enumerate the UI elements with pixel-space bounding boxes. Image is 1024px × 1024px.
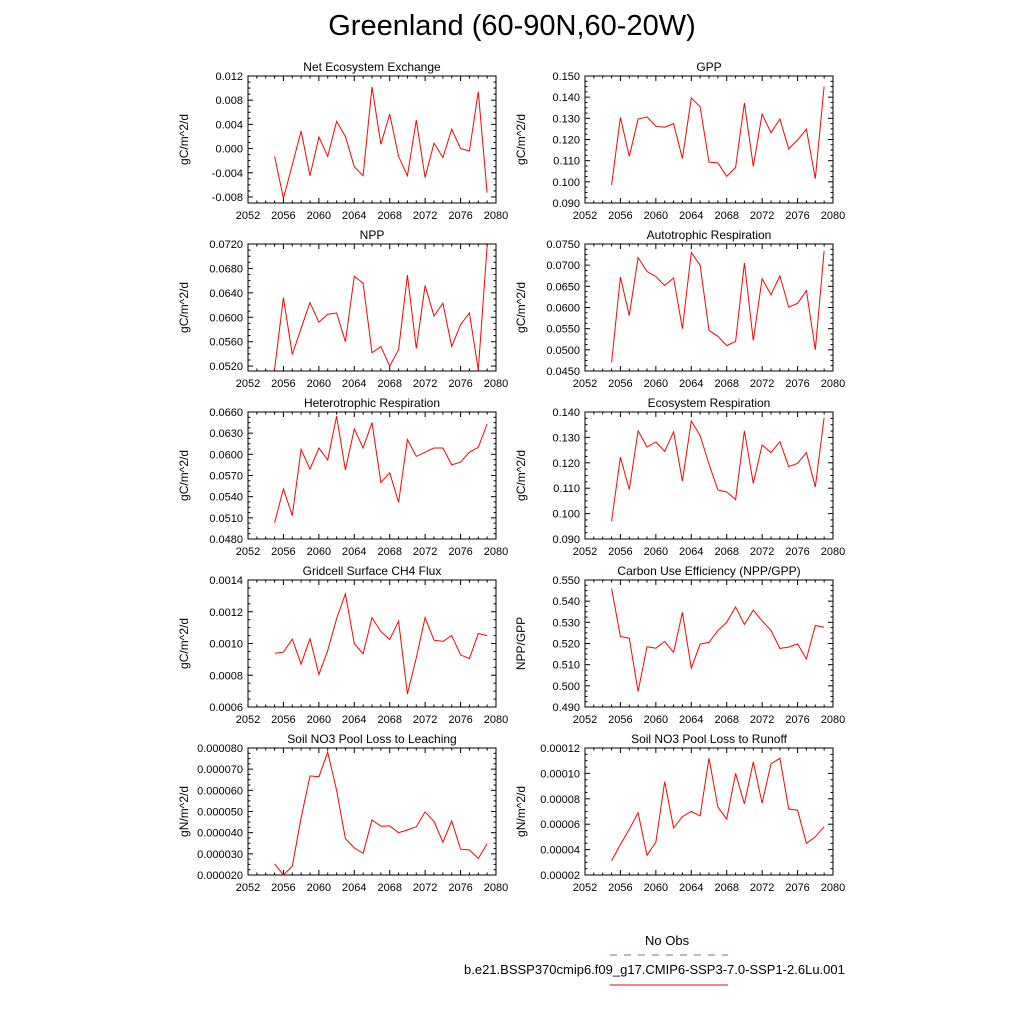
panel-2-ytick-label: 0.130: [552, 113, 580, 126]
panel-6-series-line: [612, 418, 825, 521]
panel-7-ytick-label: 0.0008: [209, 670, 243, 683]
panel-5-ytick-label: 0.0540: [209, 491, 243, 504]
panel-5-xtick-label: 2056: [271, 546, 296, 558]
panel-8-ytick-label: 0.510: [552, 659, 580, 672]
panel-4-ytick-label: 0.0600: [546, 302, 580, 315]
panel-8-ylabel: NPP/GPP: [514, 616, 528, 671]
panel-5-ytick-label: 0.0660: [209, 407, 243, 419]
panel-7-xtick-label: 2060: [306, 714, 332, 726]
panel-5-ytick-label: 0.0570: [209, 470, 243, 483]
panel-3-ytick-label: 0.0680: [209, 263, 243, 276]
panel-8-xtick-label: 2060: [643, 714, 669, 726]
panel-5-ylabel: gC/m^2/d: [177, 450, 191, 501]
panel-6-xtick-label: 2064: [679, 546, 704, 558]
panel-2-xtick-label: 2072: [749, 210, 775, 222]
panel-5-ytick-label: 0.0600: [209, 449, 243, 462]
panel-2-xtick-label: 2064: [679, 210, 704, 222]
panel-2-xtick-label: 2056: [608, 210, 633, 222]
panel-9-title: Soil NO3 Pool Loss to Leaching: [287, 732, 457, 746]
panel-4-xtick-label: 2060: [643, 378, 669, 390]
panel-3-series-line: [275, 246, 488, 369]
panel-5-ytick-label: 0.0480: [209, 534, 243, 546]
panel-9-ytick-label: 0.000040: [197, 827, 243, 840]
panel-1-xtick-label: 2060: [306, 210, 332, 222]
panel-5-ytick-label: 0.0510: [209, 512, 243, 525]
panel-8-ytick-label: 0.530: [552, 617, 580, 630]
panel-10-ytick-label: 0.00002: [540, 870, 580, 882]
panel-7-xtick-label: 2052: [235, 714, 261, 726]
panel-4-xtick-label: 2068: [714, 378, 739, 390]
panel-2-xtick-label: 2080: [820, 210, 846, 222]
panel-3-xtick-label: 2064: [342, 378, 367, 390]
panel-2-frame: [585, 76, 833, 203]
panel-1-series-line: [275, 87, 488, 198]
panel-5-xtick-label: 2076: [448, 546, 473, 558]
panel-10-ytick-label: 0.00010: [540, 768, 580, 781]
panel-4-xtick-label: 2056: [608, 378, 633, 390]
panel-9-ytick-label: 0.000080: [197, 743, 243, 755]
panel-10-ytick-label: 0.00004: [540, 844, 580, 857]
panel-4-ytick-label: 0.0550: [546, 323, 580, 336]
panel-3-ytick-label: 0.0640: [209, 287, 243, 300]
panel-8-ytick-label: 0.550: [552, 575, 580, 587]
panel-7-ytick-label: 0.0014: [209, 575, 243, 587]
panel-4-xtick-label: 2080: [820, 378, 846, 390]
panel-1-ytick-label: 0.008: [215, 95, 243, 108]
panel-5-xtick-label: 2080: [483, 546, 509, 558]
panel-10-ytick-label: 0.00006: [540, 819, 580, 832]
panel-2-ytick-label: 0.120: [552, 134, 580, 147]
panel-5-title: Heterotrophic Respiration: [303, 396, 441, 410]
panel-3-ytick-label: 0.0560: [209, 336, 243, 349]
panel-7-ylabel: gC/m^2/d: [177, 618, 191, 669]
panel-10-frame: [585, 748, 833, 875]
panel-4-ytick-label: 0.0650: [546, 281, 580, 294]
panel-6-xtick-label: 2060: [643, 546, 669, 558]
panel-6-ytick-label: 0.120: [552, 457, 580, 470]
panel-1-xtick-label: 2072: [412, 210, 438, 222]
panel-5-xtick-label: 2052: [235, 546, 261, 558]
legend-obs-label: No Obs: [645, 933, 690, 948]
panel-10-xtick-label: 2076: [785, 882, 810, 894]
panel-1-xtick-label: 2056: [271, 210, 296, 222]
panel-7-xtick-label: 2064: [342, 714, 367, 726]
panel-4-xtick-label: 2052: [572, 378, 598, 390]
panel-8-xtick-label: 2064: [679, 714, 704, 726]
panel-8-series-line: [612, 589, 825, 692]
panel-2-title: GPP: [696, 60, 722, 74]
panel-10-xtick-label: 2060: [643, 882, 669, 894]
panel-1-ytick-label: -0.004: [211, 167, 243, 180]
panel-6-ytick-label: 0.130: [552, 432, 580, 445]
panel-9-ytick-label: 0.000050: [197, 806, 243, 819]
panel-10-xtick-label: 2064: [679, 882, 704, 894]
panel-5-xtick-label: 2060: [306, 546, 332, 558]
figure-title: Greenland (60-90N,60-20W): [328, 10, 696, 42]
panel-4-frame: [585, 244, 833, 371]
panel-3-xtick-label: 2080: [483, 378, 509, 390]
panel-6-ytick-label: 0.100: [552, 508, 580, 521]
panel-1-frame: [248, 76, 496, 203]
panel-7-series-line: [275, 594, 488, 694]
panel-4-ytick-label: 0.0750: [546, 239, 580, 251]
panel-8-ytick-label: 0.500: [552, 680, 580, 693]
panel-7-frame: [248, 580, 496, 707]
panel-7-xtick-label: 2080: [483, 714, 509, 726]
panel-9-xtick-label: 2060: [306, 882, 332, 894]
panel-8-xtick-label: 2052: [572, 714, 598, 726]
panel-3-ytick-label: 0.0600: [209, 312, 243, 325]
panel-8-xtick-label: 2076: [785, 714, 810, 726]
legend: [440, 930, 900, 1010]
panel-7-ytick-label: 0.0006: [209, 702, 243, 714]
panel-7-xtick-label: 2072: [412, 714, 438, 726]
panel-4-ytick-label: 0.0450: [546, 366, 580, 378]
panel-2-xtick-label: 2060: [643, 210, 669, 222]
panel-4-xtick-label: 2064: [679, 378, 704, 390]
panel-1-ytick-label: 0.000: [215, 143, 243, 156]
panel-7-xtick-label: 2056: [271, 714, 296, 726]
panel-10-xtick-label: 2068: [714, 882, 739, 894]
panel-3-xtick-label: 2068: [377, 378, 402, 390]
panel-5-xtick-label: 2068: [377, 546, 402, 558]
panel-3-ytick-label: 0.0520: [209, 361, 243, 374]
panel-8-xtick-label: 2068: [714, 714, 739, 726]
panel-7-ytick-label: 0.0010: [209, 638, 243, 651]
panel-9-ytick-label: 0.000060: [197, 785, 243, 798]
panel-4-ytick-label: 0.0700: [546, 260, 580, 273]
panel-1-ylabel: gC/m^2/d: [177, 114, 191, 165]
panel-9-ytick-label: 0.000070: [197, 764, 243, 777]
panel-3-ytick-label: 0.0720: [209, 239, 243, 251]
panel-4-ylabel: gC/m^2/d: [514, 282, 528, 333]
panel-4-series-line: [612, 251, 825, 362]
panel-8-xtick-label: 2072: [749, 714, 775, 726]
panel-6-title: Ecosystem Respiration: [647, 396, 771, 410]
panel-6-xtick-label: 2052: [572, 546, 598, 558]
panel-10-title: Soil NO3 Pool Loss to Runoff: [631, 732, 787, 746]
panel-8-ytick-label: 0.520: [552, 638, 580, 651]
panel-6-ytick-label: 0.140: [552, 407, 580, 419]
panel-2-ytick-label: 0.140: [552, 92, 580, 105]
panel-10-ytick-label: 0.00008: [540, 793, 580, 806]
panel-3-title: NPP: [359, 228, 385, 242]
panel-3-xtick-label: 2076: [448, 378, 473, 390]
panel-5-ytick-label: 0.0630: [209, 428, 243, 441]
panel-1-ytick-label: -0.008: [211, 191, 243, 204]
panel-8-frame: [585, 580, 833, 707]
panel-5-frame: [248, 412, 496, 539]
panel-5-xtick-label: 2064: [342, 546, 367, 558]
panel-9-xtick-label: 2056: [271, 882, 296, 894]
panel-3-xtick-label: 2072: [412, 378, 438, 390]
panel-2-ytick-label: 0.110: [553, 155, 580, 168]
panel-3-xtick-label: 2052: [235, 378, 261, 390]
panel-4-ytick-label: 0.0500: [546, 344, 580, 357]
panel-2-ylabel: gC/m^2/d: [514, 114, 528, 165]
panel-1-xtick-label: 2080: [483, 210, 509, 222]
panel-8-title: Carbon Use Efficiency (NPP/GPP): [617, 564, 801, 578]
panel-1-ytick-label: 0.004: [215, 119, 243, 132]
panel-7-ytick-label: 0.0012: [209, 606, 243, 619]
panel-6-xtick-label: 2080: [820, 546, 846, 558]
panel-7-title: Gridcell Surface CH4 Flux: [302, 564, 442, 578]
panel-2-ytick-label: 0.150: [552, 71, 580, 83]
panel-2-ytick-label: 0.090: [552, 198, 580, 210]
panel-9-xtick-label: 2068: [377, 882, 402, 894]
panel-7-xtick-label: 2068: [377, 714, 402, 726]
panel-4-xtick-label: 2076: [785, 378, 810, 390]
panel-2-ytick-label: 0.100: [552, 176, 580, 189]
panel-4-title: Autotrophic Respiration: [646, 228, 772, 242]
panel-2-xtick-label: 2052: [572, 210, 598, 222]
panel-6-xtick-label: 2056: [608, 546, 633, 558]
panel-5-series-line: [275, 416, 488, 523]
panel-7-xtick-label: 2076: [448, 714, 473, 726]
panel-3-xtick-label: 2060: [306, 378, 332, 390]
panel-5-xtick-label: 2072: [412, 546, 438, 558]
panel-9-xtick-label: 2072: [412, 882, 438, 894]
panel-1-xtick-label: 2076: [448, 210, 473, 222]
panel-6-xtick-label: 2072: [749, 546, 775, 558]
panel-9-xtick-label: 2080: [483, 882, 509, 894]
panel-10-xtick-label: 2080: [820, 882, 846, 894]
panel-9-frame: [248, 748, 496, 875]
panel-10-ytick-label: 0.00012: [540, 743, 580, 755]
panel-9-ytick-label: 0.000030: [197, 848, 243, 861]
panel-6-xtick-label: 2076: [785, 546, 810, 558]
panel-6-ylabel: gC/m^2/d: [514, 450, 528, 501]
panel-2-xtick-label: 2068: [714, 210, 739, 222]
panel-10-xtick-label: 2072: [749, 882, 775, 894]
panel-3-ylabel: gC/m^2/d: [177, 282, 191, 333]
panel-1-xtick-label: 2052: [235, 210, 261, 222]
panel-10-xtick-label: 2056: [608, 882, 633, 894]
panel-8-ytick-label: 0.490: [552, 702, 580, 714]
panel-9-xtick-label: 2064: [342, 882, 367, 894]
panel-1-title: Net Ecosystem Exchange: [303, 60, 441, 74]
panel-3-xtick-label: 2056: [271, 378, 296, 390]
panel-10-series-line: [612, 758, 825, 861]
panel-6-ytick-label: 0.090: [552, 534, 580, 546]
panel-9-ytick-label: 0.000020: [197, 870, 243, 882]
panel-1-xtick-label: 2068: [377, 210, 402, 222]
panel-4-xtick-label: 2072: [749, 378, 775, 390]
panel-8-xtick-label: 2056: [608, 714, 633, 726]
panel-9-ylabel: gN/m^2/d: [177, 786, 191, 837]
panel-2-series-line: [612, 87, 825, 185]
panel-1-xtick-label: 2064: [342, 210, 367, 222]
panel-9-xtick-label: 2076: [448, 882, 473, 894]
panel-9-series-line: [275, 752, 488, 875]
panel-6-frame: [585, 412, 833, 539]
panel-10-xtick-label: 2052: [572, 882, 598, 894]
panel-8-ytick-label: 0.540: [552, 596, 580, 609]
panel-6-ytick-label: 0.110: [553, 483, 580, 496]
panel-6-xtick-label: 2068: [714, 546, 739, 558]
panel-10-ylabel: gN/m^2/d: [514, 786, 528, 837]
panel-2-xtick-label: 2076: [785, 210, 810, 222]
legend-model-label: b.e21.BSSP370cmip6.f09_g17.CMIP6-SSP3-7.0-SSP1-2.6Lu.001: [464, 962, 845, 977]
panel-9-xtick-label: 2052: [235, 882, 261, 894]
panel-1-ytick-label: 0.012: [215, 71, 243, 83]
panel-8-xtick-label: 2080: [820, 714, 846, 726]
